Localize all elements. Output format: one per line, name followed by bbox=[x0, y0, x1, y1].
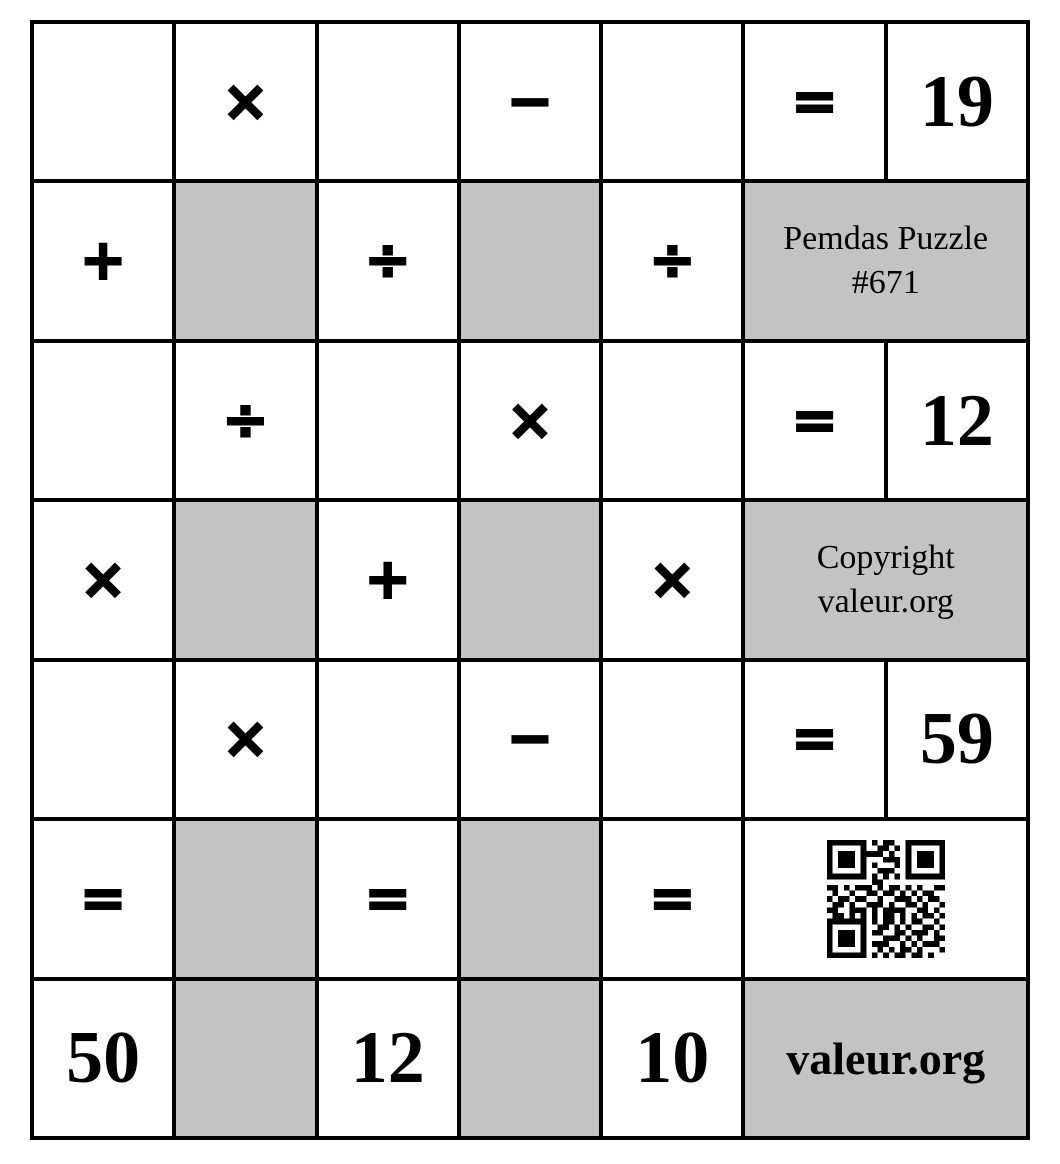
answer-cell[interactable] bbox=[32, 660, 174, 819]
answer-cell[interactable] bbox=[601, 22, 743, 181]
answer-cell[interactable] bbox=[317, 22, 459, 181]
gray-filler-cell bbox=[174, 979, 316, 1138]
site-name: valeur.org bbox=[786, 1032, 986, 1084]
operator-cell-divide: ÷ bbox=[601, 181, 743, 340]
gray-filler-cell bbox=[459, 181, 601, 340]
puzzle-title-cell bbox=[743, 181, 1028, 340]
equals-cell: = bbox=[743, 22, 885, 181]
gray-filler-cell bbox=[174, 500, 316, 659]
qr-code bbox=[827, 840, 945, 958]
operator-cell-divide: ÷ bbox=[174, 341, 316, 500]
result-value-cell: 12 bbox=[886, 341, 1028, 500]
equals-cell: = bbox=[743, 660, 885, 819]
puzzle-title-line1: Pemdas Puzzle bbox=[783, 219, 989, 257]
operator-cell-divide: ÷ bbox=[317, 181, 459, 340]
operator-cell-minus: − bbox=[459, 22, 601, 181]
gray-filler-cell bbox=[459, 500, 601, 659]
answer-cell[interactable] bbox=[317, 341, 459, 500]
operator-cell-times: × bbox=[174, 22, 316, 181]
operator-cell-times: × bbox=[459, 341, 601, 500]
answer-cell[interactable] bbox=[601, 660, 743, 819]
gray-filler-cell bbox=[174, 181, 316, 340]
operator-cell-plus: + bbox=[32, 181, 174, 340]
site-link-cell bbox=[743, 979, 1028, 1138]
qr-code-cell bbox=[743, 819, 1028, 978]
pemdas-puzzle-grid bbox=[30, 20, 1030, 1140]
answer-cell[interactable] bbox=[317, 660, 459, 819]
equals-cell: = bbox=[32, 819, 174, 978]
copyright-line2: valeur.org bbox=[817, 582, 954, 620]
operator-cell-times: × bbox=[601, 500, 743, 659]
puzzle-number: #671 bbox=[851, 264, 920, 302]
copyright-cell bbox=[743, 500, 1028, 659]
operator-cell-plus: + bbox=[317, 500, 459, 659]
result-value-cell: 19 bbox=[886, 22, 1028, 181]
equals-cell: = bbox=[601, 819, 743, 978]
operator-cell-times: × bbox=[32, 500, 174, 659]
operator-cell-times: × bbox=[174, 660, 316, 819]
gray-filler-cell bbox=[459, 819, 601, 978]
answer-cell[interactable] bbox=[32, 22, 174, 181]
result-value-cell: 59 bbox=[886, 660, 1028, 819]
equals-cell: = bbox=[743, 341, 885, 500]
copyright-line1: Copyright bbox=[816, 538, 955, 576]
operator-cell-minus: − bbox=[459, 660, 601, 819]
equals-cell: = bbox=[317, 819, 459, 978]
bottom-value-cell: 50 bbox=[32, 979, 174, 1138]
answer-cell[interactable] bbox=[32, 341, 174, 500]
gray-filler-cell bbox=[174, 819, 316, 978]
gray-filler-cell bbox=[459, 979, 601, 1138]
bottom-value-cell: 12 bbox=[317, 979, 459, 1138]
answer-cell[interactable] bbox=[601, 341, 743, 500]
bottom-value-cell: 10 bbox=[601, 979, 743, 1138]
